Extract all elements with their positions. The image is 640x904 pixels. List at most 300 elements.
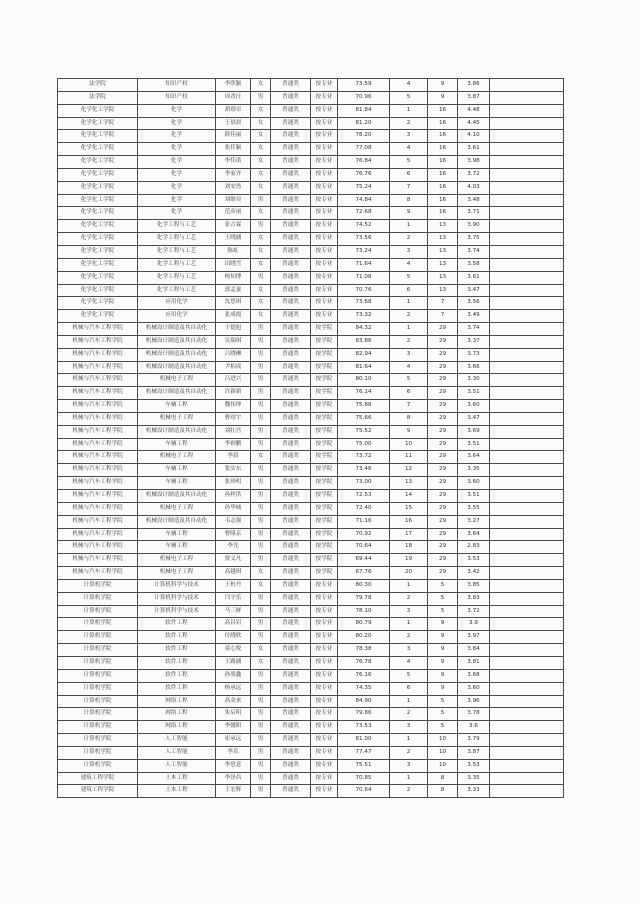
- rank-cell: 2: [390, 708, 428, 721]
- college-cell: 计算机学院: [58, 759, 138, 772]
- ranking-scope-cell: 按专业: [311, 233, 338, 246]
- name-cell: 王宏辉: [216, 785, 251, 798]
- gender-cell: 男: [251, 605, 271, 618]
- total-cell: 16: [428, 117, 458, 130]
- total-cell: 29: [428, 515, 458, 528]
- category-cell: 普通类: [271, 297, 311, 310]
- gender-cell: 男: [251, 682, 271, 695]
- rank-cell: 6: [390, 284, 428, 297]
- gpa-cell: 4.10: [458, 130, 490, 143]
- name-cell: 刘壮宫: [216, 425, 251, 438]
- gpa-cell: 3.72: [458, 168, 490, 181]
- gpa-cell: 3.78: [458, 708, 490, 721]
- major-cell: 化学: [138, 104, 216, 117]
- ranking-scope-cell: 按专业: [311, 734, 338, 747]
- gpa-cell: 3.64: [458, 528, 490, 541]
- total-cell: 5: [428, 708, 458, 721]
- total-cell: 7: [428, 297, 458, 310]
- ranking-scope-cell: 按专业: [311, 721, 338, 734]
- ranking-scope-cell: 按专业: [311, 785, 338, 798]
- ranking-scope-cell: 按学院: [311, 387, 338, 400]
- total-cell: 9: [428, 631, 458, 644]
- category-cell: 普通类: [271, 91, 311, 104]
- ranking-scope-cell: 按专业: [311, 91, 338, 104]
- score-cell: 73.00: [338, 477, 390, 490]
- gpa-cell: 3.61: [458, 271, 490, 284]
- gpa-cell: 3.47: [458, 284, 490, 297]
- table-row: [58, 567, 564, 580]
- score-cell: 78.38: [338, 644, 390, 657]
- rank-cell: 1: [390, 734, 428, 747]
- category-cell: 普通类: [271, 708, 311, 721]
- remark-cell: [490, 117, 564, 130]
- college-cell: 计算机学院: [58, 644, 138, 657]
- total-cell: 29: [428, 567, 458, 580]
- category-cell: 普通类: [271, 656, 311, 669]
- category-cell: 普通类: [271, 156, 311, 169]
- gender-cell: 男: [251, 746, 271, 759]
- major-cell: 机械设计制造及其自动化: [138, 425, 216, 438]
- ranking-scope-cell: 按学院: [311, 425, 338, 438]
- major-cell: 应用化学: [138, 297, 216, 310]
- name-cell: 李佳诺: [216, 156, 251, 169]
- name-cell: 刘安然: [216, 181, 251, 194]
- score-cell: 70.96: [338, 91, 390, 104]
- category-cell: 普通类: [271, 579, 311, 592]
- major-cell: 机械设计制造及其自动化: [138, 361, 216, 374]
- category-cell: 普通类: [271, 181, 311, 194]
- gender-cell: 男: [251, 348, 271, 361]
- ranking-scope-cell: 按专业: [311, 245, 338, 258]
- gender-cell: 女: [251, 79, 271, 92]
- score-cell: 76.78: [338, 656, 390, 669]
- major-cell: 机械设计制造及其自动化: [138, 490, 216, 503]
- major-cell: 应用化学: [138, 310, 216, 323]
- name-cell: 李思意: [216, 759, 251, 772]
- gender-cell: 男: [251, 772, 271, 785]
- total-cell: 13: [428, 245, 458, 258]
- score-cell: 79.86: [338, 708, 390, 721]
- table-row: [58, 695, 564, 708]
- college-cell: 计算机学院: [58, 605, 138, 618]
- rank-cell: 2: [390, 785, 428, 798]
- college-cell: 计算机学院: [58, 669, 138, 682]
- score-cell: 79.78: [338, 592, 390, 605]
- category-cell: 普通类: [271, 528, 311, 541]
- major-cell: 软件工程: [138, 656, 216, 669]
- gender-cell: 女: [251, 644, 271, 657]
- total-cell: 29: [428, 323, 458, 336]
- total-cell: 9: [428, 618, 458, 631]
- category-cell: 普通类: [271, 168, 311, 181]
- gpa-cell: 4.48: [458, 104, 490, 117]
- score-cell: 77.47: [338, 746, 390, 759]
- gpa-cell: 3.35: [458, 772, 490, 785]
- gender-cell: 女: [251, 258, 271, 271]
- gpa-cell: 3.84: [458, 644, 490, 657]
- total-cell: 8: [428, 785, 458, 798]
- total-cell: 5: [428, 605, 458, 618]
- gpa-cell: 3.69: [458, 425, 490, 438]
- category-cell: 普通类: [271, 258, 311, 271]
- score-cell: 70.64: [338, 785, 390, 798]
- ranking-scope-cell: 按专业: [311, 156, 338, 169]
- major-cell: 机械电子工程: [138, 554, 216, 567]
- major-cell: 机械电子工程: [138, 412, 216, 425]
- ranking-scope-cell: 按学院: [311, 554, 338, 567]
- table-row: [58, 772, 564, 785]
- rank-cell: 19: [390, 554, 428, 567]
- college-cell: 计算机学院: [58, 631, 138, 644]
- gender-cell: 女: [251, 117, 271, 130]
- total-cell: 29: [428, 387, 458, 400]
- table-row: [58, 335, 564, 348]
- name-cell: 王晨晨: [216, 117, 251, 130]
- major-cell: 机械设计制造及其自动化: [138, 515, 216, 528]
- remark-cell: [490, 233, 564, 246]
- remark-cell: [490, 772, 564, 785]
- major-cell: 化学: [138, 194, 216, 207]
- name-cell: 沈思琪: [216, 297, 251, 310]
- table-row: [58, 618, 564, 631]
- score-cell: 84.90: [338, 695, 390, 708]
- name-cell: 杨知博: [216, 271, 251, 284]
- table-row: [58, 194, 564, 207]
- total-cell: 8: [428, 772, 458, 785]
- name-cell: 高昌岩: [216, 618, 251, 631]
- gender-cell: 男: [251, 271, 271, 284]
- score-cell: 75.88: [338, 400, 390, 413]
- category-cell: 普通类: [271, 541, 311, 554]
- name-cell: 王路涵: [216, 656, 251, 669]
- name-cell: 曹靖宇: [216, 412, 251, 425]
- remark-cell: [490, 618, 564, 631]
- category-cell: 普通类: [271, 631, 311, 644]
- remark-cell: [490, 400, 564, 413]
- rank-cell: 4: [390, 361, 428, 374]
- rank-cell: 14: [390, 490, 428, 503]
- gpa-cell: 3.85: [458, 579, 490, 592]
- rank-cell: 3: [390, 245, 428, 258]
- gpa-cell: 3.97: [458, 631, 490, 644]
- table-row: [58, 245, 564, 258]
- gpa-cell: 3.60: [458, 477, 490, 490]
- total-cell: 7: [428, 310, 458, 323]
- table-row: [58, 207, 564, 220]
- gpa-cell: 3.35: [458, 464, 490, 477]
- category-cell: 普通类: [271, 746, 311, 759]
- remark-cell: [490, 451, 564, 464]
- remark-cell: [490, 579, 564, 592]
- score-cell: 73.46: [338, 464, 390, 477]
- table-row: [58, 721, 564, 734]
- gender-cell: 男: [251, 554, 271, 567]
- score-cell: 76.84: [338, 156, 390, 169]
- remark-cell: [490, 412, 564, 425]
- table-row: [58, 438, 564, 451]
- total-cell: 13: [428, 271, 458, 284]
- college-cell: 机械与汽车工程学院: [58, 464, 138, 477]
- total-cell: 13: [428, 233, 458, 246]
- gpa-cell: 4.03: [458, 181, 490, 194]
- total-cell: 29: [428, 374, 458, 387]
- name-cell: 王桓丹: [216, 579, 251, 592]
- rank-cell: 1: [390, 772, 428, 785]
- score-cell: 71.16: [338, 515, 390, 528]
- ranking-table: [57, 78, 564, 798]
- category-cell: 普通类: [271, 515, 311, 528]
- ranking-scope-cell: 按专业: [311, 130, 338, 143]
- name-cell: 薛佳丽: [216, 130, 251, 143]
- college-cell: 化学化工学院: [58, 271, 138, 284]
- remark-cell: [490, 592, 564, 605]
- college-cell: 化学化工学院: [58, 297, 138, 310]
- gender-cell: 男: [251, 695, 271, 708]
- gender-cell: 男: [251, 631, 271, 644]
- gpa-cell: 3.51: [458, 490, 490, 503]
- ranking-scope-cell: 按学院: [311, 502, 338, 515]
- gender-cell: 女: [251, 284, 271, 297]
- college-cell: 化学化工学院: [58, 104, 138, 117]
- rank-cell: 18: [390, 541, 428, 554]
- major-cell: 机械电子工程: [138, 502, 216, 515]
- ranking-scope-cell: 按专业: [311, 708, 338, 721]
- total-cell: 16: [428, 156, 458, 169]
- remark-cell: [490, 245, 564, 258]
- table-row: [58, 323, 564, 336]
- rank-cell: 7: [390, 400, 428, 413]
- score-cell: 72.68: [338, 207, 390, 220]
- gender-cell: 女: [251, 451, 271, 464]
- name-cell: 朱启明: [216, 708, 251, 721]
- total-cell: 13: [428, 258, 458, 271]
- ranking-scope-cell: 按学院: [311, 477, 338, 490]
- category-cell: 普通类: [271, 644, 311, 657]
- table-row: [58, 143, 564, 156]
- score-cell: 70.92: [338, 528, 390, 541]
- remark-cell: [490, 438, 564, 451]
- score-cell: 70.64: [338, 541, 390, 554]
- total-cell: 10: [428, 734, 458, 747]
- major-cell: 网络工程: [138, 721, 216, 734]
- college-cell: 机械与汽车工程学院: [58, 502, 138, 515]
- total-cell: 29: [428, 464, 458, 477]
- gpa-cell: 3.74: [458, 245, 490, 258]
- score-cell: 70.85: [338, 772, 390, 785]
- table-row: [58, 79, 564, 92]
- score-cell: 73.68: [338, 297, 390, 310]
- category-cell: 普通类: [271, 785, 311, 798]
- rank-cell: 1: [390, 297, 428, 310]
- table-row: [58, 579, 564, 592]
- rank-cell: 2: [390, 117, 428, 130]
- score-cell: 78.10: [338, 605, 390, 618]
- college-cell: 法学院: [58, 79, 138, 92]
- name-cell: 魏伟坤: [216, 400, 251, 413]
- score-cell: 81.00: [338, 734, 390, 747]
- name-cell: 李晨: [216, 451, 251, 464]
- name-cell: 李懿阳: [216, 721, 251, 734]
- name-cell: 李光: [216, 541, 251, 554]
- total-cell: 29: [428, 477, 458, 490]
- remark-cell: [490, 567, 564, 580]
- rank-cell: 3: [390, 721, 428, 734]
- category-cell: 普通类: [271, 695, 311, 708]
- gender-cell: 男: [251, 490, 271, 503]
- name-cell: 李泽昌: [216, 772, 251, 785]
- ranking-scope-cell: 按专业: [311, 579, 338, 592]
- rank-cell: 1: [390, 323, 428, 336]
- major-cell: 机械设计制造及其自动化: [138, 335, 216, 348]
- rank-cell: 5: [390, 156, 428, 169]
- college-cell: 化学化工学院: [58, 220, 138, 233]
- gender-cell: 男: [251, 618, 271, 631]
- ranking-scope-cell: 按专业: [311, 592, 338, 605]
- rank-cell: 2: [390, 233, 428, 246]
- ranking-scope-cell: 按专业: [311, 143, 338, 156]
- name-cell: 吕晓琳: [216, 348, 251, 361]
- remark-cell: [490, 143, 564, 156]
- remark-cell: [490, 515, 564, 528]
- remark-cell: [490, 528, 564, 541]
- name-cell: 崔承远: [216, 734, 251, 747]
- rank-cell: 15: [390, 502, 428, 515]
- ranking-scope-cell: 按学院: [311, 451, 338, 464]
- category-cell: 普通类: [271, 387, 311, 400]
- table-row: [58, 104, 564, 117]
- gender-cell: 女: [251, 656, 271, 669]
- college-cell: 机械与汽车工程学院: [58, 451, 138, 464]
- remark-cell: [490, 541, 564, 554]
- table-row: [58, 297, 564, 310]
- name-cell: 付晓欣: [216, 631, 251, 644]
- college-cell: 机械与汽车工程学院: [58, 348, 138, 361]
- college-cell: 机械与汽车工程学院: [58, 438, 138, 451]
- total-cell: 9: [428, 669, 458, 682]
- major-cell: 计算机科学与技术: [138, 605, 216, 618]
- total-cell: 29: [428, 425, 458, 438]
- major-cell: 化学: [138, 168, 216, 181]
- major-cell: 化学工程与工艺: [138, 233, 216, 246]
- remark-cell: [490, 387, 564, 400]
- name-cell: 孙墨鑫: [216, 669, 251, 682]
- gpa-cell: 3.90: [458, 220, 490, 233]
- college-cell: 机械与汽车工程学院: [58, 541, 138, 554]
- major-cell: 化学工程与工艺: [138, 271, 216, 284]
- major-cell: 化学工程与工艺: [138, 245, 216, 258]
- gender-cell: 女: [251, 245, 271, 258]
- remark-cell: [490, 156, 564, 169]
- total-cell: 5: [428, 695, 458, 708]
- rank-cell: 20: [390, 567, 428, 580]
- name-cell: 韦志强: [216, 515, 251, 528]
- college-cell: 机械与汽车工程学院: [58, 425, 138, 438]
- remark-cell: [490, 297, 564, 310]
- college-cell: 化学化工学院: [58, 168, 138, 181]
- category-cell: 普通类: [271, 669, 311, 682]
- category-cell: 普通类: [271, 502, 311, 515]
- remark-cell: [490, 631, 564, 644]
- category-cell: 普通类: [271, 567, 311, 580]
- name-cell: 张成霞: [216, 310, 251, 323]
- total-cell: 29: [428, 412, 458, 425]
- table-row: [58, 130, 564, 143]
- rank-cell: 12: [390, 464, 428, 477]
- gpa-cell: 3.68: [458, 669, 490, 682]
- remark-cell: [490, 181, 564, 194]
- major-cell: 车辆工程: [138, 541, 216, 554]
- college-cell: 机械与汽车工程学院: [58, 400, 138, 413]
- category-cell: 普通类: [271, 323, 311, 336]
- remark-cell: [490, 464, 564, 477]
- total-cell: 9: [428, 682, 458, 695]
- total-cell: 16: [428, 194, 458, 207]
- ranking-scope-cell: 按专业: [311, 772, 338, 785]
- category-cell: 普通类: [271, 117, 311, 130]
- college-cell: 化学化工学院: [58, 207, 138, 220]
- rank-cell: 3: [390, 348, 428, 361]
- total-cell: 29: [428, 528, 458, 541]
- category-cell: 普通类: [271, 721, 311, 734]
- ranking-scope-cell: 按专业: [311, 271, 338, 284]
- college-cell: 机械与汽车工程学院: [58, 387, 138, 400]
- category-cell: 普通类: [271, 412, 311, 425]
- score-cell: 67.76: [338, 567, 390, 580]
- gender-cell: 女: [251, 156, 271, 169]
- table-row: [58, 361, 564, 374]
- name-cell: 张佳颖: [216, 143, 251, 156]
- score-cell: 71.64: [338, 258, 390, 271]
- remark-cell: [490, 168, 564, 181]
- category-cell: 普通类: [271, 143, 311, 156]
- major-cell: 化学: [138, 207, 216, 220]
- major-cell: 机械设计制造及其自动化: [138, 348, 216, 361]
- category-cell: 普通类: [271, 233, 311, 246]
- gpa-cell: 3.60: [458, 400, 490, 413]
- gender-cell: 男: [251, 502, 271, 515]
- major-cell: 车辆工程: [138, 400, 216, 413]
- gender-cell: 女: [251, 130, 271, 143]
- college-cell: 机械与汽车工程学院: [58, 515, 138, 528]
- table-row: [58, 284, 564, 297]
- gpa-cell: 3.47: [458, 412, 490, 425]
- remark-cell: [490, 310, 564, 323]
- ranking-scope-cell: 按专业: [311, 104, 338, 117]
- table-row: [58, 348, 564, 361]
- total-cell: 9: [428, 656, 458, 669]
- ranking-scope-cell: 按学院: [311, 361, 338, 374]
- gender-cell: 女: [251, 207, 271, 220]
- gender-cell: 女: [251, 168, 271, 181]
- total-cell: 16: [428, 143, 458, 156]
- rank-cell: 6: [390, 682, 428, 695]
- remark-cell: [490, 374, 564, 387]
- table-row: [58, 374, 564, 387]
- name-cell: 周香汪: [216, 91, 251, 104]
- remark-cell: [490, 79, 564, 92]
- table-row: [58, 554, 564, 567]
- major-cell: 软件工程: [138, 618, 216, 631]
- gpa-cell: 3.6: [458, 721, 490, 734]
- name-cell: 李家齐: [216, 168, 251, 181]
- gender-cell: 男: [251, 785, 271, 798]
- total-cell: 10: [428, 746, 458, 759]
- major-cell: 计算机科学与技术: [138, 579, 216, 592]
- remark-cell: [490, 104, 564, 117]
- table-row: [58, 490, 564, 503]
- category-cell: 普通类: [271, 220, 311, 233]
- rank-cell: 3: [390, 759, 428, 772]
